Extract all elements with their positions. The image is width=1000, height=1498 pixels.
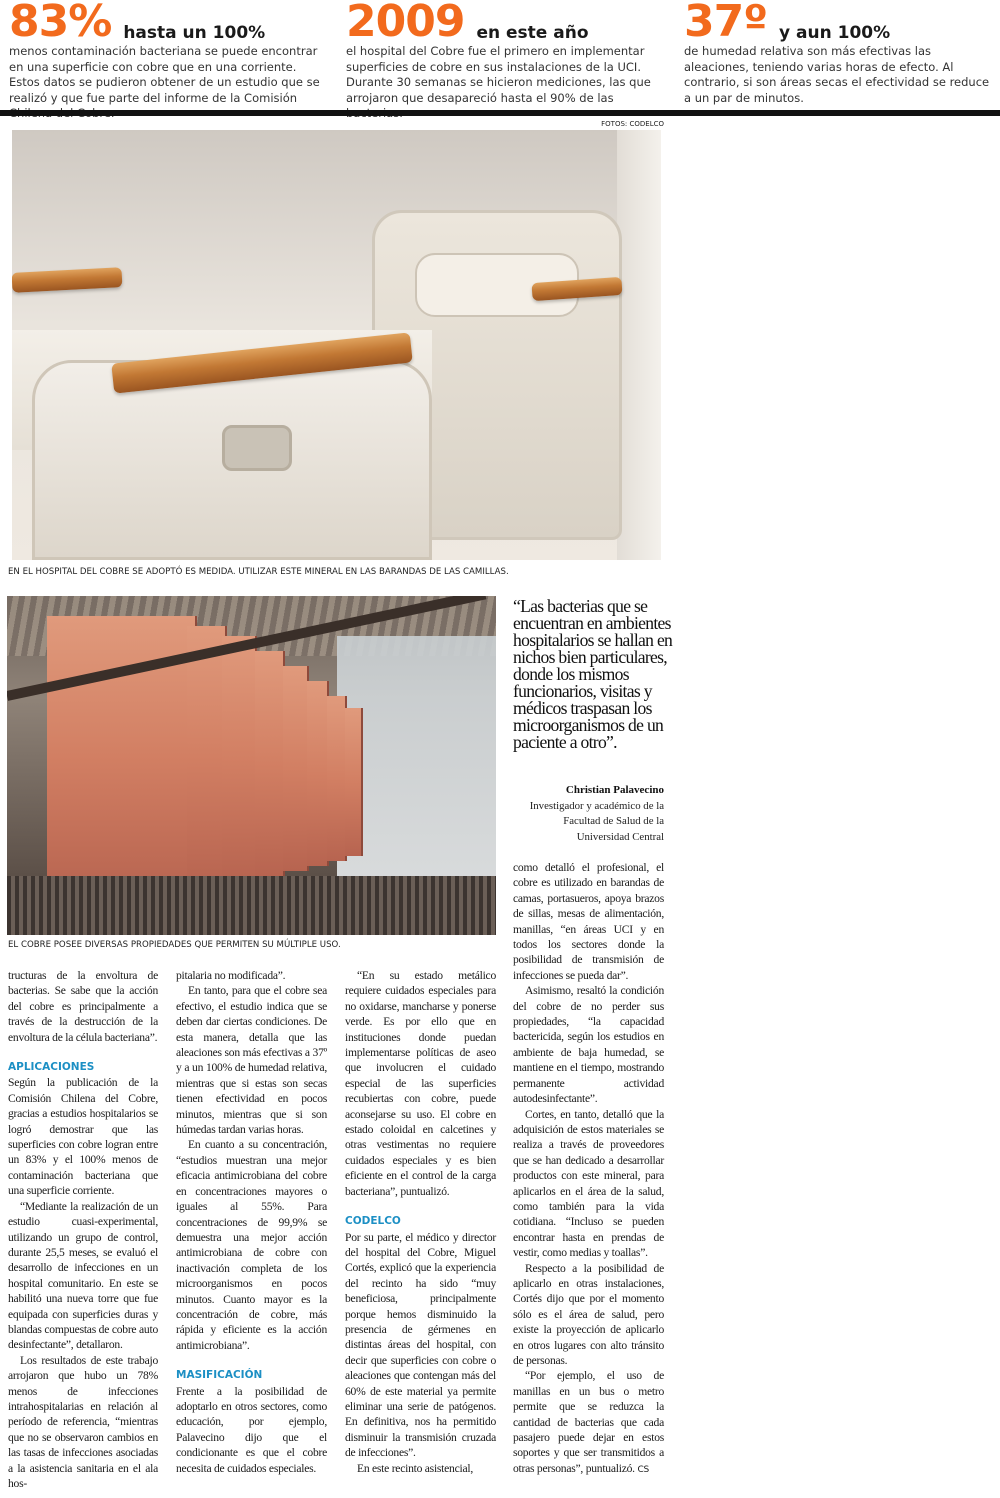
section-heading: MASIFICACIÓN — [176, 1369, 263, 1382]
paragraph: pitalaria no modificada”. — [176, 969, 286, 982]
copper-handrail — [12, 267, 122, 293]
paragraph: “Mediante la realización de un estudio cuasi-experimental, utilizando un grupo de control, durante 25,5 meses, se evaluó el desarrollo de infecciones en un hospital comunitario. En este se habilitó una nueva torre que fue equipada con superficies duras y blandas compuestas de cobre auto desinfectante”, detallaron. — [8, 1199, 158, 1352]
hospital-bed-photo — [12, 130, 661, 560]
paragraph: Asimismo, resaltó la condición del cobre de no perder sus propiedades, “la capacidad bactericida, según los estudios en ambiente de baja humedad, se mantiene en el tiempo, mostrando permanente actividad autodesinfectante”. — [513, 984, 664, 1106]
paragraph-text: “Por ejemplo, el uso de manillas en un bus o metro permite que se reduzca la cantidad de bacterias que cada pasajero puede dejar en estos soportes y que ser transmitidos a otras personas”, puntualizó. — [513, 1369, 664, 1475]
paragraph: “En su estado metálico requiere cuidados especiales para no oxidarse, mancharse y ponerse verde. Es por ello que en instituciones donde puedan implementarse políticas de aseo que involucren el cuidado especial de las superficies recubiertas con cobre, puede aconsejarse su uso. El cobre en estado coloidal en calcetines y otras vestimentas no requiere cuidados especiales y es bien eficiente en el control de la carga bacteriana”, puntualizó. — [345, 969, 496, 1198]
section-divider — [0, 110, 1000, 116]
paragraph: En cuanto a su concentración, “estudios muestran una mejor eficacia antimicrobiana del cobre en concentraciones mayores o iguales al 55%. Para concentraciones de 99,9% se demuestra una mejor acción antimicrobiana de cobre con inactivación completa de los microorganismos en pocos minutos. Cuanto mayor es la concentración de cobre, más rápida y eficiente es la acción antimicrobiana”. — [176, 1138, 327, 1352]
copper-sheet — [283, 666, 309, 871]
article-column-1 — [8, 968, 158, 1491]
stat-block-2 — [346, 0, 664, 108]
stat-label: en este año — [476, 23, 589, 43]
paragraph: como detalló el profesional, el cobre es utilizado en barandas de camas, portasueros, apoya brazos de sillas, mesas de alimentación, manillas, “en áreas UCI y en todos los sectores donde la posibilidad de transmisión de infecciones se pueda dar”. — [513, 861, 664, 982]
quote-author: Christian Palavecino — [565, 784, 664, 796]
copper-sheet — [345, 708, 363, 856]
stat-block-1 — [9, 0, 323, 108]
copper-sheet — [222, 636, 257, 881]
photo-credit: FOTOS: CODELCO — [601, 120, 664, 128]
stat-text: de humedad relativa son más efectivas las aleaciones, teniendo varias horas de efecto. Al contrario, si son áreas secas el efectividad se reduce a un par de minutos. — [684, 44, 990, 105]
paragraph: tructuras de la envoltura de bacterias. Se sabe que la acción del cobre es principalmente a través de la destrucción de la envoltura de la célula bacteriana”. — [8, 969, 158, 1044]
copper-sheet — [255, 651, 285, 876]
stat-text: menos contaminación bacteriana se puede encontrar en una superficie con cobre que en una corriente. Estos datos se pudieron obtener de un estudio que se realizó y que fue parte del informe de la Comisión — [9, 44, 320, 105]
paragraph: Frente a la posibilidad de adoptarlo en otros sectores, como educación, por ejemplo, Palavecino dijo que el condicionante es que el cobre necesita de cuidados especiales. — [176, 1384, 327, 1475]
photo-pillar — [617, 130, 661, 560]
bed-photo-caption: EN EL HOSPITAL DEL COBRE SE ADOPTÓ ES MEDIDA. UTILIZAR ESTE MINERAL EN LAS BARANDAS DE LAS CAMILLAS. — [8, 567, 509, 577]
paragraph: Cortes, en tanto, detalló que la adquisición de estos materiales se realiza a través de proveedores que se han dedicado a desarrollar productos con este mineral, para aplicarlos en el área de la salud, como también para la vida cotidiana. “Incluso se pueden encontrar hasta en prendas de vestir, como medias y toallas”. — [513, 1107, 664, 1260]
paragraph: Respecto a la posibilidad de aplicarlo en otras instalaciones, Cortés dijo que por el momento sólo es el área de salud, pero existe la proyección de aplicarlo en otros lugares con alto tránsito de personas. — [513, 1261, 664, 1367]
pull-quote: “Las bacterias que se encuentran en ambientes hospitalarios se hallan en nichos bien particulares, donde los mismos funcionarios, visitas y médicos traspasan los microorganismos de un paciente a otro”. — [513, 596, 673, 752]
stat-block-3 — [684, 0, 994, 108]
stat-head — [9, 0, 323, 47]
paragraph: En este recinto asistencial, — [357, 1461, 473, 1475]
section-heading: APLICACIONES — [8, 1061, 95, 1074]
paragraph: En tanto, para que el cobre sea efectivo, el estudio indica que se deben dar ciertas condiciones. De esta manera, detalla que las aleaciones son más efectivas a 37º y a un 100% de humedad relativa, mientras que si estas son secas tienen efectividad en pocos minutos, mientras que si son húmedas tardan varias horas. — [176, 984, 327, 1137]
copper-sheet — [327, 696, 347, 861]
copper-photo-caption: EL COBRE POSEE DIVERSAS PROPIEDADES QUE PERMITEN SU MÚLTIPLE USO. — [8, 940, 341, 950]
stat-head — [684, 0, 994, 47]
copper-sheets-photo — [7, 596, 496, 935]
paragraph: Según la publicación de la Comisión Chilena del Cobre, gracias a estudios hospitalarios se logró demostrar que las superficies con cobre logran entre un 83% y el 100% menos de contaminación bacteriana que una superficie corriente. — [8, 1076, 158, 1198]
stat-label: hasta un 100% — [123, 23, 266, 43]
paragraph: Por su parte, el médico y director del hospital del Cobre, Miguel Cortés, explicó que la experiencia del recinto ha sido “muy beneficiosa, principalmente porque hemos disminuido la presencia de gérmenes en distintas áreas del hospital, con decir que superficies con cobre o aleaciones que contengan más del 60% de este material ya permite eliminar una serie de patógenos. En definitiva, nos ha permitido disminuir la transmisión cruzada de infecciones”. — [345, 1230, 496, 1460]
stat-number: 37º — [684, 0, 768, 47]
end-mark: CS — [637, 1464, 649, 1475]
quote-author-role: Investigador y académico de la Facultad de Salud de la Universidad Central — [529, 800, 664, 843]
article-column-2 — [176, 968, 327, 1476]
stat-label: y aun 100% — [779, 23, 891, 43]
paragraph — [513, 1368, 664, 1478]
stat-number: 2009 — [346, 0, 465, 47]
copper-sheet — [187, 626, 227, 886]
copper-sheet — [307, 681, 329, 866]
article-column-3 — [345, 968, 496, 1476]
stat-number: 83% — [9, 0, 112, 47]
bed-rail-handle — [222, 425, 292, 471]
factory-floor — [7, 876, 496, 935]
stat-text: el hospital del Cobre fue el primero en implementar superficies de cobre en sus instalaciones de la UCI. Durante 30 semanas se hicieron mediciones, las que arrojaron que desapareció hasta el 90% de las — [346, 44, 651, 105]
stat-head — [346, 0, 664, 47]
paragraph: Los resultados de este trabajo arrojaron que hubo un 78% menos de infecciones intrahospitalarias en relación al período de referencia, “mientras que no se observaron cambios en las tasas de infecciones asociadas a la asistencia sanitaria en el ala hos- — [8, 1353, 158, 1490]
section-heading: CODELCO — [345, 1215, 401, 1228]
article-column-4 — [513, 860, 664, 1478]
